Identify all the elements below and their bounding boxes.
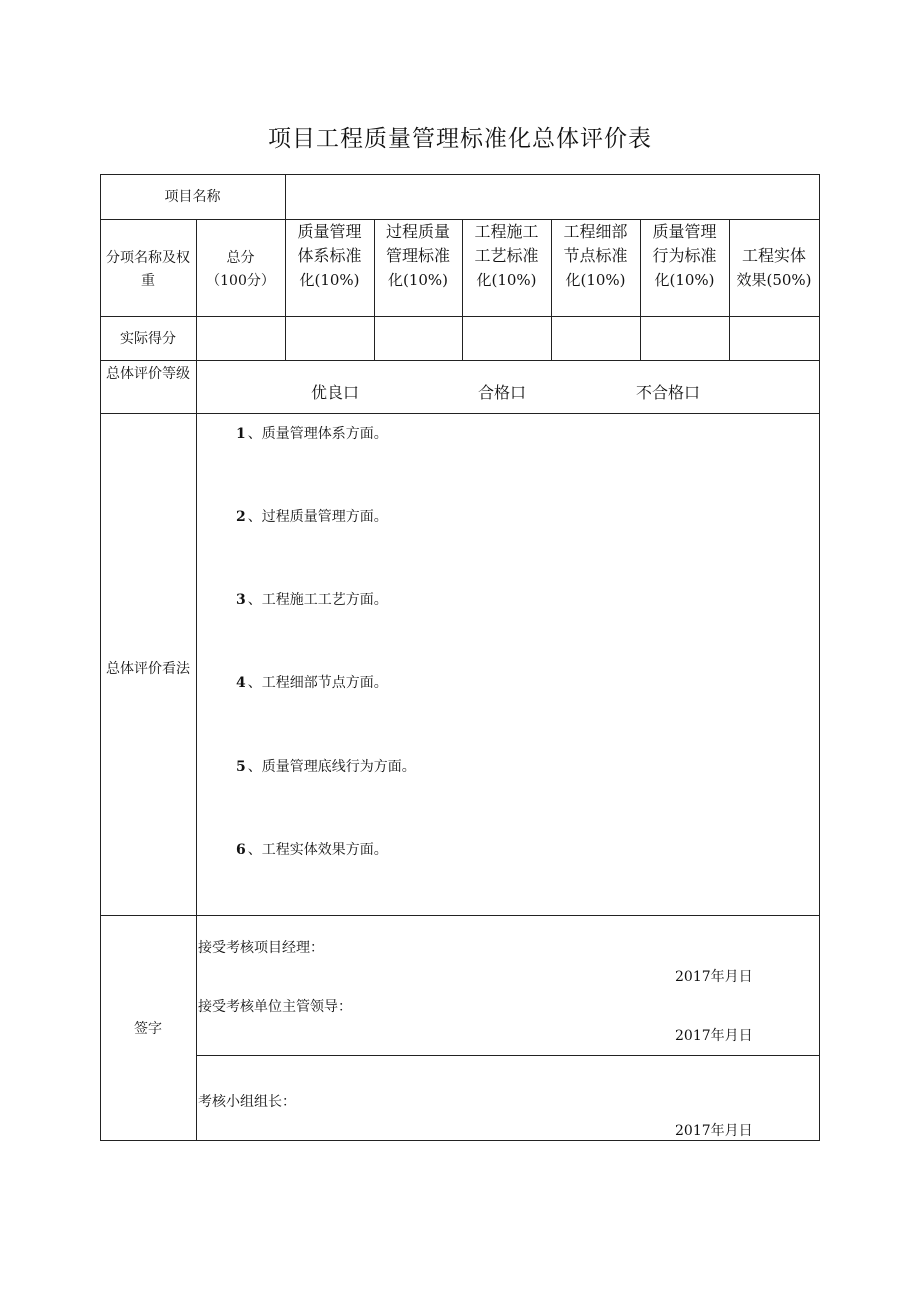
opinion-item-text: 、工程施工工艺方面。: [247, 592, 388, 608]
opinion-item-text: 、工程实体效果方面。: [247, 842, 388, 858]
row-divider: [100, 915, 820, 916]
score-cell[interactable]: [287, 318, 373, 359]
category-header-line: 质量管理: [652, 222, 717, 241]
page-title: 项目工程质量管理标准化总体评价表: [268, 126, 652, 152]
leader-signature-date: 2017年月日: [675, 1028, 753, 1044]
category-header-line: 工程细部: [563, 222, 628, 241]
grade-label: 总体评价等级: [106, 366, 190, 382]
opinion-item-number: 3: [236, 592, 246, 608]
category-header-craft: [462, 220, 551, 292]
category-header-line: 管理标准: [385, 246, 450, 265]
actual-score-label: 实际得分: [120, 331, 176, 347]
opinion-item-number: 5: [236, 759, 246, 775]
row-divider: [100, 360, 820, 361]
category-header-process: [374, 220, 462, 292]
category-header-line: 化(10%): [654, 271, 715, 289]
opinion-item: [236, 757, 416, 777]
category-header-system: [285, 220, 374, 292]
opinion-item-text: 、过程质量管理方面。: [247, 509, 388, 525]
signature-divider: [196, 1055, 820, 1056]
score-cell[interactable]: [464, 318, 550, 359]
opinion-item-text: 、工程细部节点方面。: [247, 675, 388, 691]
grade-option-excellent[interactable]: 优良口: [311, 383, 360, 402]
signature-label: 签字: [134, 1021, 162, 1037]
category-header-line: 效果(50%): [736, 271, 812, 289]
opinion-item: [236, 673, 388, 693]
category-header-line: 工程实体: [741, 246, 806, 265]
opinion-item-text: 、质量管理体系方面。: [247, 426, 388, 442]
total-score-label: [196, 247, 285, 293]
category-header-line: 化(10%): [387, 271, 449, 289]
opinion-item: [236, 424, 388, 444]
opinion-item-number: 4: [236, 675, 246, 691]
score-cell[interactable]: [376, 318, 461, 359]
category-weight-label-line1: 分项名称及权: [106, 250, 190, 266]
opinion-item-text: 、质量管理底线行为方面。: [247, 759, 416, 775]
category-header-line: 体系标准: [297, 246, 362, 265]
score-cell-total[interactable]: [198, 318, 284, 359]
opinion-item-number: 1: [236, 426, 246, 442]
row-divider: [100, 316, 820, 317]
project-name-label: 项目名称: [164, 189, 221, 205]
opinion-item-number: 2: [236, 509, 246, 525]
label-column-divider: [196, 219, 197, 1141]
category-header-entity: [729, 244, 819, 292]
score-cell[interactable]: [642, 318, 728, 359]
total-score-label-line1: 总分: [226, 250, 255, 266]
category-weight-label-line2: 重: [141, 273, 155, 289]
category-header-behavior: [640, 220, 729, 292]
opinion-item: [236, 590, 388, 610]
category-header-line: 过程质量: [385, 222, 450, 241]
category-header-line: 质量管理: [297, 222, 362, 241]
category-header-line: 节点标准: [563, 246, 628, 265]
group-leader-signature-label[interactable]: 考核小组组长：: [198, 1094, 296, 1110]
opinion-item-number: 6: [236, 842, 246, 858]
table-border-left: [100, 174, 101, 1141]
pm-signature-label[interactable]: 接受考核项目经理：: [198, 940, 324, 956]
category-header-line: 工艺标准: [474, 246, 539, 265]
opinion-label: 总体评价看法: [106, 661, 190, 677]
row-divider: [100, 413, 820, 414]
category-header-line: 行为标准: [652, 246, 717, 265]
category-header-line: 工程施工: [474, 222, 539, 241]
opinion-item: [236, 840, 388, 860]
leader-signature-label[interactable]: 接受考核单位主管领导：: [198, 999, 352, 1015]
score-cell[interactable]: [731, 318, 818, 359]
pm-signature-date: 2017年月日: [675, 969, 753, 985]
table-border-top: [100, 174, 820, 175]
category-header-line: 化(10%): [299, 271, 360, 289]
group-leader-signature-date: 2017年月日: [675, 1123, 753, 1139]
grade-option-pass[interactable]: 合格口: [478, 383, 527, 402]
category-header-detail: [551, 220, 640, 292]
project-name-field[interactable]: [287, 176, 817, 218]
table-border-right: [819, 174, 820, 1141]
category-header-line: 化(10%): [565, 271, 626, 289]
total-score-label-line2: （100分）: [206, 273, 275, 289]
category-header-line: 化(10%): [476, 271, 537, 289]
category-weight-label: [100, 247, 196, 293]
opinion-item: [236, 507, 388, 527]
grade-option-fail[interactable]: 不合格口: [636, 383, 701, 402]
score-cell[interactable]: [553, 318, 639, 359]
